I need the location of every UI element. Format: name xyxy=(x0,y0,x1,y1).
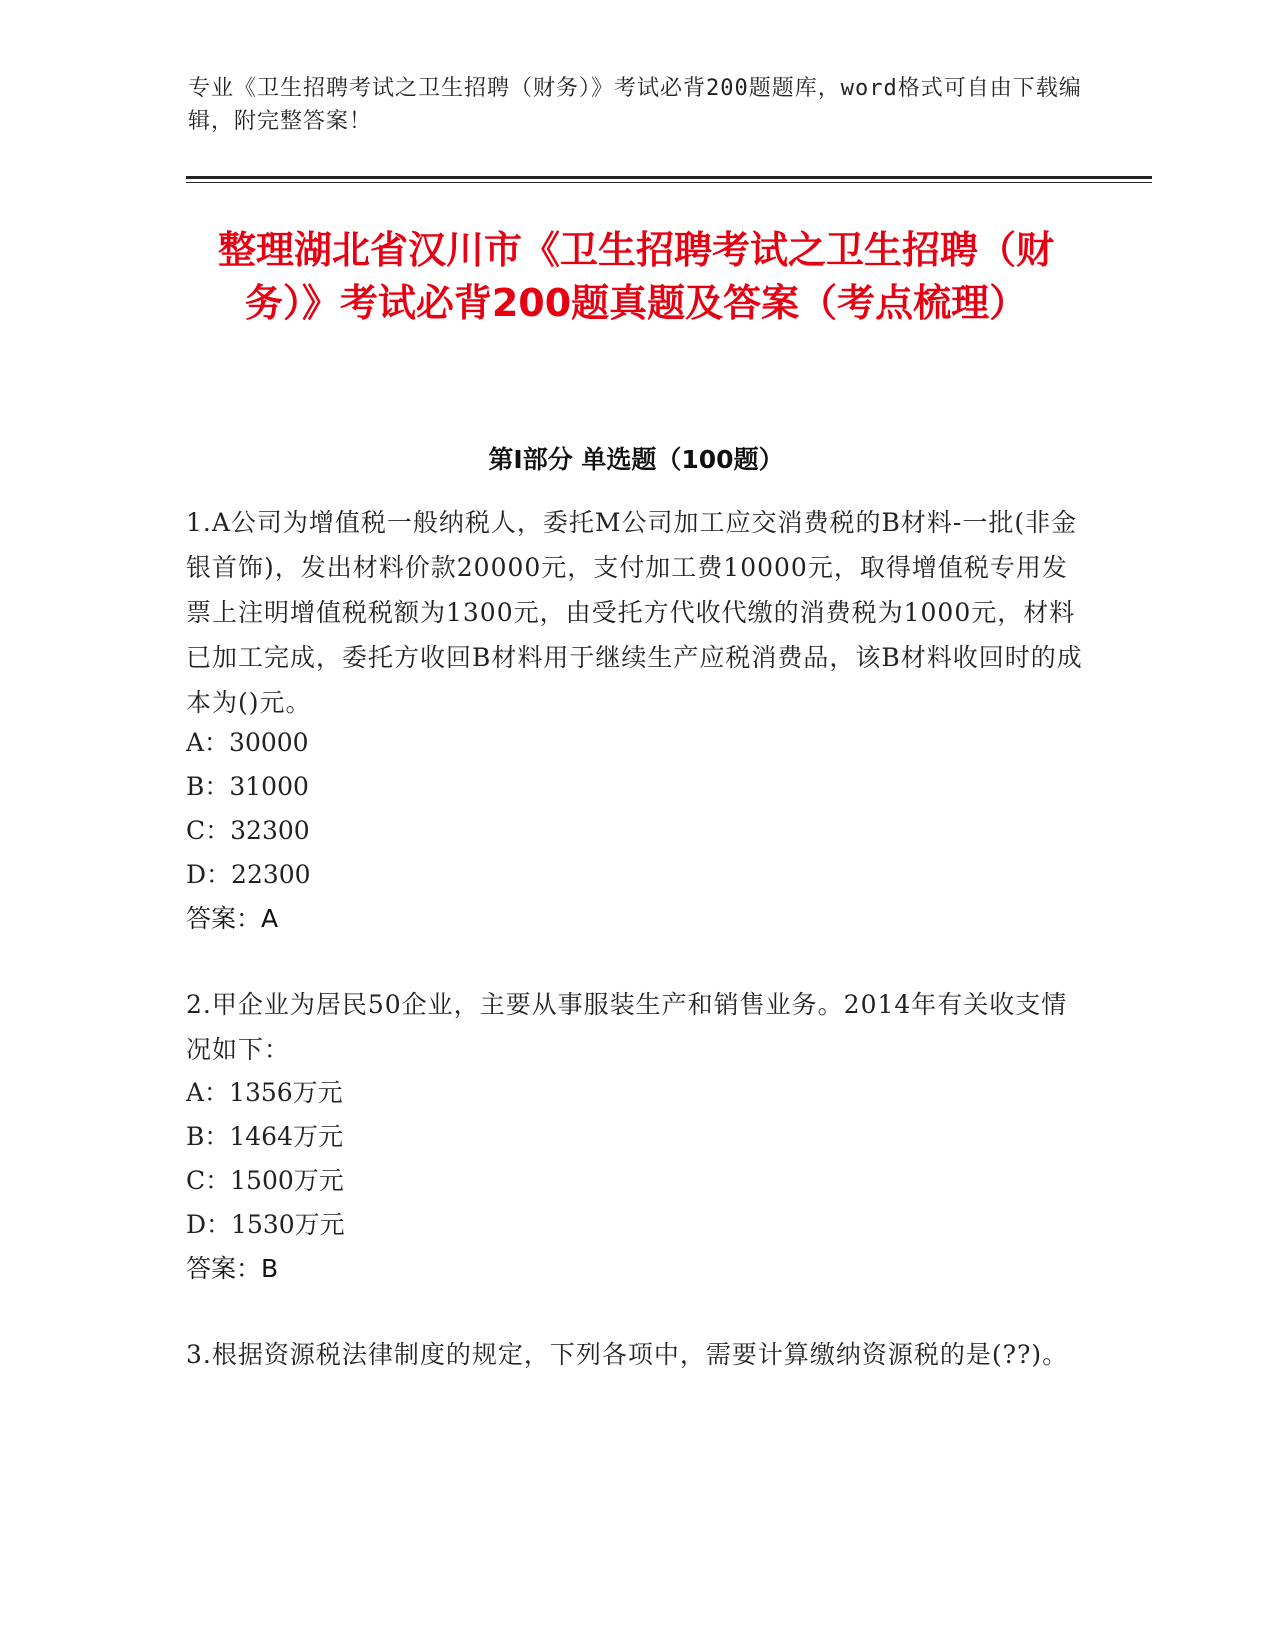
question-3-text: 3.根据资源税法律制度的规定，下列各项中，需要计算缴纳资源税的是(??)。 xyxy=(186,1340,1069,1369)
header-divider-thin xyxy=(186,182,1152,183)
question-2-text: 2.甲企业为居民50企业，主要从事服装生产和销售业务。2014年有关收支情况如下： xyxy=(186,990,1068,1064)
question-2-option-c: C：1500万元 xyxy=(186,1166,344,1195)
question-2-option-b: B：1464万元 xyxy=(186,1122,343,1151)
section-heading: 第Ⅰ部分 单选题（100题） xyxy=(488,445,784,474)
document-title: 整理湖北省汉川市《卫生招聘考试之卫生招聘（财务）》考试必背200题真题及答案（考点梳理） xyxy=(217,228,1054,325)
question-2-option-d: D：1530万元 xyxy=(186,1210,345,1239)
question-2-option-a: A：1356万元 xyxy=(186,1078,343,1107)
question-1-option-c: C：32300 xyxy=(186,816,310,845)
header-note: 专业《卫生招聘考试之卫生招聘（财务）》考试必背200题题库，word格式可自由下载编辑，附完整答案！ xyxy=(188,76,1082,134)
header-divider-thick xyxy=(186,176,1152,179)
question-2-answer: 答案：B xyxy=(186,1254,279,1283)
question-1-text: 1.A公司为增值税一般纳税人，委托M公司加工应交消费税的B材料-一批(非金银首饰)，发出材料价款20000元，支付加工费10000元，取得增值税专用发票上注明增值税税额为1300元，由受托方代收代缴的消费税为1000元，材料已加工完成，委托方收回B材料用于继续生产应税消费品，该B材料收回时的成本为()元。 xyxy=(186,508,1083,717)
question-1-option-d: D：22300 xyxy=(186,860,311,889)
question-1-answer: 答案：A xyxy=(186,904,279,933)
question-1-option-b: B：31000 xyxy=(186,772,309,801)
question-1-option-a: A：30000 xyxy=(186,728,309,757)
